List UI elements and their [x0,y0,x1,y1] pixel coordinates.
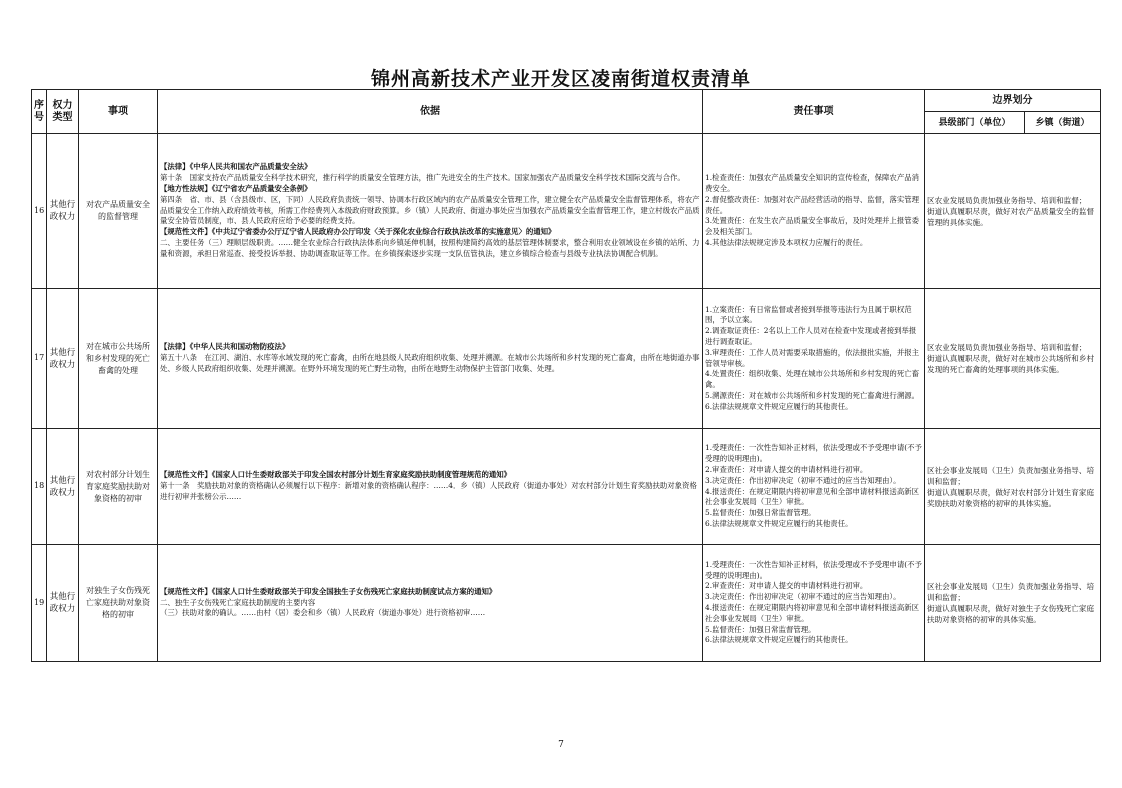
row-power-type: 其他行政权力 [47,545,79,662]
header-seq: 序号 [32,90,47,134]
row-item: 对独生子女伤残死亡家庭扶助对象资格的初审 [79,545,158,662]
responsibility-line: 3.审理责任：工作人员对需要采取措施的，依法报批实施，并报主管领导审核。 [705,347,919,368]
responsibility-line: 4.处置责任：组织收集、处理在城市公共场所和乡村发现的死亡畜禽。 [705,369,919,390]
header-power-type: 权力类型 [47,90,79,134]
boundary-township-text: 街道认真履职尽责，做好对农产品质量安全的监督管理的具体实施。 [927,206,1095,227]
responsibility-line: 3.处置责任：在发生农产品质量安全事故后，及时处理并上报管委会及相关部门。 [705,216,919,237]
row-responsibility [703,429,925,545]
basis-line: （三）扶助对象的确认。……由村（居）委会和乡（镇）人民政府（街道办事处）进行资格初审…… [160,608,486,618]
row-basis [158,289,703,429]
responsibility-line: 3.决定责任：作出初审决定（初审不通过的应当告知理由）。 [705,475,901,485]
row-boundary [925,134,1101,289]
responsibility-line: 2.调查取证责任：2名以上工作人员对在检查中发现或者接到举报进行调查取证。 [705,326,917,346]
basis-line: 第十条 国家支持农产品质量安全科学技术研究，推行科学的质量安全管理方法，推广先进安全的生产技术。国家加强农产品质量安全科学技术国际交流与合作。 [160,173,685,183]
header-responsibility: 责任事项 [703,90,925,134]
table-body [32,134,1101,662]
document-title: 锦州高新技术产业开发区凌南街道权责清单 [370,68,751,90]
boundary-township-text: 街道认真履职尽责，做好对独生子女伤残死亡家庭扶助对象资格的初审的具体实施。 [927,604,1095,624]
basis-line: 二、独生子女伤残死亡家庭扶助制度的主要内容 [160,597,316,607]
basis-line: 第四条 省、市、县（含县级市、区，下同）人民政府负责统一领导、协调本行政区域内的农产品质量安全管理工作，建立健全农产品质量安全监督管理体系，将农产品质量安全工作纳入政府绩效考核，所需工作经费列入本级政府财政预算。乡（镇）人民政府、街道办事处应当加强农产品质量安全监督管理工作，建立村级农产品质量安全协管员制度，市、县人民政府应给予必要的经费支持。 [160,194,700,226]
responsibility-line: 1.受理责任：一次性告知补正材料，依法受理或不予受理申请(不予受理的说明理由)。 [705,559,922,580]
row-basis [158,429,703,545]
row-boundary [925,429,1101,545]
row-responsibility [703,134,925,289]
row-responsibility [703,545,925,662]
row-basis [158,545,703,662]
basis-line: 第五十八条 在江河、湖泊、水库等水域发现的死亡畜禽，由所在地县级人民政府组织收集、处理并溯源。在城市公共场所和乡村发现的死亡畜禽，由所在地街道办事处、乡级人民政府组织收集、处理并溯源。在野外环境发现的死亡野生动物，由所在地野生动物保护主管部门收集、处理。 [160,353,700,373]
header-county-dept: 县级部门（单位） [925,112,1025,134]
row-power-type: 其他行政权力 [47,429,79,545]
basis-line: 二、主要任务（三）理顺层级职责。……健全农业综合行政执法体系向乡镇延伸机制，按照构建简约高效的基层管理体制要求，整合利用农业领域设在乡镇的站所、力量和资源，承担日常巡查、接受投诉举报、协助调查取证等工作。在乡镇探索逐步实现一支队伍管执法，建立乡镇综合检查与县级专业执法协调配合机制。 [160,237,700,258]
boundary-township-text: 街道认真履职尽责，做好对农村部分计划生育家庭奖励扶助对象资格的初审的具体实施。 [927,487,1095,508]
responsibility-line: 5.溯源责任：对在城市公共场所和乡村发现的死亡畜禽进行溯源。 [705,390,919,400]
responsibility-line: 4.报送责任：在规定期限内将初审意见和全部申请材料报送高新区社会事业发展局（卫生）审批。 [705,486,919,507]
responsibility-line: 5.监督责任：加强日常监督管理。 [705,508,816,518]
responsibility-line: 3.决定责任：作出初审决定（初审不通过的应当告知理由）。 [705,592,901,602]
boundary-county-text: 区社会事业发展局（卫生）负责加强业务指导、培训和监督； [927,582,1095,602]
responsibility-line: 1.检查责任：加强农产品质量安全知识的宣传检查，保障农产品消费安全。 [705,173,919,193]
row-seq: 17 [32,289,47,429]
responsibility-line: 4.其他法律法规规定涉及本项权力应履行的责任。 [705,237,868,247]
row-item: 对农产品质量安全的监督管理 [79,134,158,289]
table-row [32,429,1101,545]
row-boundary [925,545,1101,662]
row-boundary [925,289,1101,429]
table-row [32,289,1101,429]
responsibility-line: 2.审查责任：对申请人提交的申请材料进行初审。 [705,581,868,591]
basis-line: 【法律】《中华人民共和国农产品质量安全法》 [160,162,312,172]
responsibility-line: 1.立案责任：有日常监督或者接到举报等违法行为且属于职权范围，予以立案。 [705,304,912,325]
header-township: 乡镇（街道） [1025,112,1101,134]
basis-line: 【规范性文件】《中共辽宁省委办公厅辽宁省人民政府办公厅印发〈关于深化农业综合行政执法改革的实施意见〉的通知》 [160,227,556,237]
responsibility-line: 6.法律法规规章文件规定应履行的其他责任。 [705,518,853,528]
row-power-type: 其他行政权力 [47,289,79,429]
boundary-county-text: 区农业发展局负责加强业务指导、培训和监督； [927,343,1087,352]
responsibility-line: 5.监督责任：加强日常监督管理。 [705,624,816,634]
row-item: 对在城市公共场所和乡村发现的死亡畜禽的处理 [79,289,158,429]
row-seq: 16 [32,134,47,289]
header-boundary: 边界划分 [925,90,1101,112]
responsibility-line: 2.审查责任：对申请人提交的申请材料进行初审。 [705,464,868,474]
table-row [32,545,1101,662]
responsibility-table [31,89,1101,662]
responsibility-line: 6.法律法规规章文件规定应履行的其他责任。 [705,635,853,645]
basis-line: 【法律】《中华人民共和国动物防疫法》 [160,342,290,352]
basis-line: 第十一条 奖励扶助对象的资格确认必须履行以下程序：新增对象的资格确认程序：……4．乡（镇）人民政府（街道办事处）对农村部分计划生育奖励扶助对象资格进行初审并张榜公示…… [160,481,697,501]
row-responsibility [703,289,925,429]
boundary-township-text: 街道认真履职尽责，做好对在城市公共场所和乡村发现的死亡畜禽的处理事项的具体实施。 [927,354,1095,374]
responsibility-line: 4.报送责任：在规定期限内将初审意见和全部申请材料报送高新区社会事业发展局（卫生）审批。 [705,603,919,623]
boundary-county-text: 区社会事业发展局（卫生）负责加强业务指导、培训和监督； [927,465,1095,486]
row-item: 对农村部分计划生育家庭奖励扶助对象资格的初审 [79,429,158,545]
header-row [32,90,1101,112]
basis-line: 【规范性文件】《国家人口计生委财政部关于印发全国独生子女伤残死亡家庭扶助制度试点方案的通知》 [160,586,497,596]
row-seq: 18 [32,429,47,545]
responsibility-line: 6.法律法规规章文件规定应履行的其他责任。 [705,401,853,411]
header-item: 事项 [79,90,158,134]
row-power-type: 其他行政权力 [47,134,79,289]
table-row [32,134,1101,289]
responsibility-line: 1.受理责任：一次性告知补正材料，依法受理或不予受理申请(不予受理的说明理由)。 [705,443,922,464]
basis-line: 【地方性法规】《辽宁省农产品质量安全条例》 [160,184,312,193]
header-basis: 依据 [158,90,703,134]
basis-line: 【规范性文件】《国家人口计生委财政部关于印发全国农村部分计划生育家庭奖励扶助制度管理规范的通知》 [160,470,512,480]
row-basis [158,134,703,289]
boundary-county-text: 区农业发展局负责加强业务指导、培训和监督； [927,195,1087,205]
page-number: 7 [558,740,564,750]
row-seq: 19 [32,545,47,662]
responsibility-line: 2.督促整改责任：加强对农产品经营活动的指导、监督，落实管理责任。 [705,194,919,215]
